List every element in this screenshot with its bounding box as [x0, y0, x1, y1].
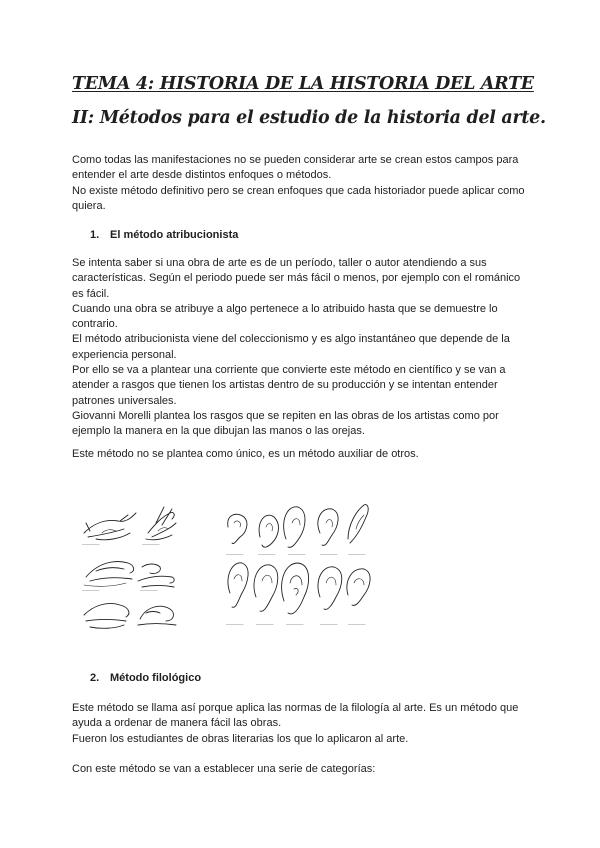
section-2-heading — [90, 672, 201, 684]
section-1-closing: Este método no se plantea como único, es un método auxiliar de otros. — [72, 448, 419, 460]
svg-text:—————: ————— — [140, 588, 158, 592]
hand-sketch — [84, 603, 129, 628]
ear-sketch — [347, 569, 370, 606]
svg-text:—————: ————— — [348, 622, 366, 626]
body-paragraph: Giovanni Morelli plantea los rasgos que se repiten en las obras de los artistas como por ejemplo la manera en la que dibujan las manos o las orejas. — [72, 409, 499, 438]
svg-text:—————: ————— — [82, 542, 100, 546]
ear-sketch — [348, 505, 368, 543]
body-paragraph: Este método se llama así porque aplica las normas de la filología al arte. Es un método que ayuda a ordenar de manera fácil las obras. — [72, 702, 519, 730]
document-title: TEMA 4: HISTORIA DE LA HISTORIA DEL ARTE — [72, 74, 534, 94]
svg-text:—————: ————— — [226, 622, 244, 626]
ear-sketch — [318, 509, 338, 546]
svg-text:—————: ————— — [286, 622, 304, 626]
body-paragraph: Fueron los estudiantes de obras literarias los que lo aplicaron al arte. — [72, 732, 409, 745]
intro-paragraph: No existe método definitivo pero se crean enfoques que cada historiador puede aplicar como quiera. — [72, 184, 525, 212]
body-paragraph: Se intenta saber si una obra de arte es de un período, taller o autor atendiendo a sus características. Según el periodo puede ser más fácil o menos, por ejemplo con el románico es fácil. — [72, 257, 521, 300]
section-number: 1. — [90, 229, 100, 241]
hand-sketch — [138, 564, 174, 587]
intro-text — [72, 153, 534, 214]
hand-sketch — [84, 513, 136, 540]
svg-text:—————: ————— — [288, 552, 306, 556]
section-1-heading — [90, 229, 238, 241]
ear-sketch — [282, 563, 309, 614]
ear-sketch — [284, 507, 305, 548]
body-paragraph: El método atribucionista viene del coleccionismo y es algo instantáneo que depende de la experiencia personal. — [72, 333, 510, 361]
body-paragraph: Cuando una obra se atribuye a algo pertenece a lo atribuido hasta que se demuestre lo contrario. — [72, 302, 498, 331]
section-title: Método filológico — [110, 672, 202, 684]
svg-text:—————: ————— — [348, 552, 366, 556]
morelli-hands-ears-figure — [76, 493, 378, 638]
section-number: 2. — [90, 672, 100, 684]
section-1-body — [72, 256, 534, 440]
svg-text:—————: ————— — [142, 542, 160, 546]
hand-sketch — [84, 562, 134, 587]
document-subtitle: II: Métodos para el estudio de la historia del arte. — [72, 108, 546, 128]
hand-sketch — [138, 606, 176, 625]
svg-text:—————: ————— — [256, 622, 274, 626]
svg-text:—————: ————— — [82, 588, 100, 592]
ear-sketch — [228, 563, 248, 607]
section-title: El método atribucionista — [110, 229, 239, 241]
ear-sketch — [228, 514, 247, 543]
svg-text:—————: ————— — [320, 552, 338, 556]
svg-text:—————: ————— — [226, 552, 244, 556]
body-paragraph: Por ello se va a plantear una corriente que convierte este método en científico y se van a atender a rasgos que tienen los artistas dentro de su producción y se intentan entender patrones universales. — [72, 364, 506, 407]
section-2-body — [72, 701, 534, 747]
ear-sketch — [259, 515, 278, 547]
hand-sketch — [146, 507, 176, 540]
section-2-closing: Con este método se van a establecer una serie de categorías: — [72, 763, 376, 775]
ear-sketch — [318, 567, 342, 610]
morelli-hands-and-ears-illustration-icon — [76, 493, 378, 638]
svg-text:—————: ————— — [320, 622, 338, 626]
svg-text:—————: ————— — [258, 552, 276, 556]
ear-sketch — [254, 565, 278, 611]
intro-paragraph: Como todas las manifestaciones no se pueden considerar arte se crean estos campos para entender el arte desde distintos enfoques o métodos. — [72, 154, 519, 182]
